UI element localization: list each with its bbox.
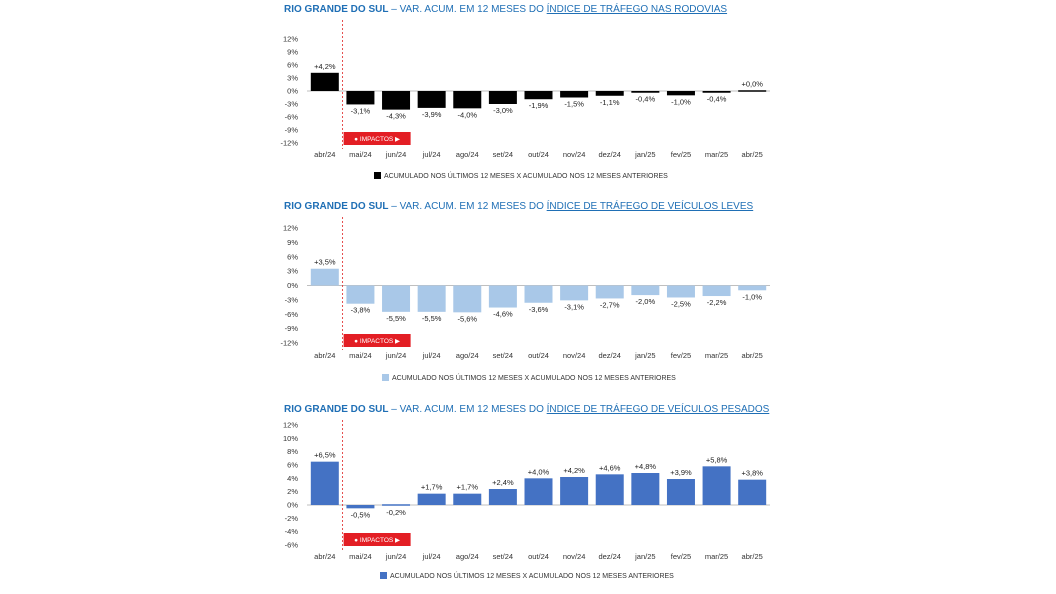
bar	[560, 477, 588, 505]
impacts-badge	[344, 533, 411, 546]
y-tick-label: -9%	[284, 125, 298, 135]
y-tick-label: -6%	[284, 112, 298, 122]
y-tick-label: -12%	[280, 138, 298, 148]
chart-title-link[interactable]: ÍNDICE DE TRÁFEGO NAS RODOVIAS	[546, 4, 728, 15]
y-tick-label: 0%	[287, 500, 298, 510]
bar	[382, 286, 410, 312]
data-label: -2,7%	[599, 300, 620, 310]
bar	[703, 466, 731, 505]
data-label: -5,5%	[421, 313, 442, 323]
x-tick-label: jul/24	[422, 552, 441, 561]
bar	[631, 286, 659, 296]
legend-series-label: ACUMULADO NOS ÚLTIMOS 12 MESES	[390, 573, 521, 580]
legend-separator: X	[524, 375, 530, 382]
legend-series-label: ACUMULADO NOS ÚLTIMOS 12 MESES	[384, 173, 515, 180]
chart-title-middle: – VAR. ACUM. EM 12 MESES DO	[388, 404, 547, 415]
y-tick-label: 9%	[287, 237, 298, 247]
y-tick-label: 3%	[287, 73, 298, 83]
bar	[667, 479, 695, 505]
chart-title-middle: – VAR. ACUM. EM 12 MESES DO	[388, 4, 547, 15]
data-label: +3,9%	[670, 468, 692, 477]
data-label: -3,0%	[493, 106, 513, 115]
x-tick-label: set/24	[492, 150, 514, 159]
chart-title-region: RIO GRANDE DO SUL	[284, 201, 389, 212]
data-label: -2,2%	[706, 298, 727, 308]
bar-chart-total	[280, 4, 780, 190]
data-label: -4,0%	[457, 110, 478, 120]
data-label: -1,0%	[742, 292, 762, 302]
data-label: +3,8%	[741, 468, 763, 478]
chart-legend	[382, 374, 676, 382]
x-tick-label: abr/24	[314, 552, 336, 561]
x-tick-label: set/24	[492, 552, 514, 561]
data-label: +4,2%	[314, 61, 336, 71]
legend-compare-label: ACUMULADO NOS 12 MESES ANTERIORES	[522, 173, 668, 180]
x-tick-label: jan/25	[635, 351, 656, 360]
y-tick-label: 6%	[287, 252, 298, 262]
data-label: -1,0%	[671, 97, 691, 107]
bar-chart-light-vehicles	[280, 201, 780, 387]
bar	[489, 489, 517, 505]
x-tick-label: jun/24	[385, 150, 407, 159]
impacts-badge-label: ● IMPACTOS ▶	[354, 537, 401, 544]
x-tick-label: mai/24	[349, 351, 372, 360]
chart-title-region: RIO GRANDE DO SUL	[284, 4, 389, 15]
data-label: -3,1%	[564, 302, 584, 312]
y-tick-label: -4%	[284, 527, 298, 537]
legend-compare-label: ACUMULADO NOS 12 MESES ANTERIORES	[530, 375, 676, 382]
y-tick-label: -3%	[284, 99, 298, 109]
data-label: -5,5%	[386, 313, 406, 323]
x-tick-label: mai/24	[349, 552, 372, 561]
bar	[311, 73, 339, 91]
bar	[382, 504, 410, 506]
data-label: +4,0%	[527, 467, 550, 477]
bar	[453, 494, 481, 505]
y-tick-label: -12%	[280, 338, 298, 348]
y-tick-label: 3%	[287, 266, 298, 276]
bar	[703, 91, 731, 93]
data-label: +1,7%	[420, 482, 443, 492]
x-tick-label: fev/25	[670, 552, 692, 561]
chart-title-link[interactable]: ÍNDICE DE TRÁFEGO DE VEÍCULOS PESADOS	[546, 404, 770, 415]
bar	[418, 286, 446, 312]
bar	[738, 286, 766, 291]
bar	[596, 91, 624, 96]
bar	[738, 90, 766, 92]
data-label: -3,6%	[528, 304, 549, 314]
x-tick-label: jul/24	[422, 150, 441, 159]
y-tick-label: 10%	[282, 433, 298, 443]
y-tick-label: 0%	[287, 281, 298, 290]
data-label: -2,5%	[671, 299, 691, 309]
bar	[382, 91, 410, 110]
y-tick-label: 6%	[287, 60, 298, 70]
bar	[560, 91, 588, 98]
x-tick-label: dez/24	[598, 552, 621, 561]
bar	[596, 286, 624, 299]
bar	[418, 494, 446, 505]
bar	[525, 478, 553, 505]
x-tick-label: abr/24	[314, 150, 336, 159]
x-tick-label: mar/25	[704, 552, 729, 561]
chart-legend	[374, 172, 668, 180]
x-tick-label: out/24	[528, 552, 549, 561]
chart-title-region: RIO GRANDE DO SUL	[284, 404, 389, 415]
bar	[453, 286, 481, 313]
data-label: +0,0%	[741, 79, 763, 89]
y-tick-label: 4%	[287, 473, 298, 483]
y-tick-label: -6%	[284, 540, 298, 550]
y-tick-label: 12%	[282, 34, 298, 44]
data-label: +4,8%	[634, 462, 657, 471]
data-label: -3,9%	[421, 109, 442, 119]
bar	[596, 474, 624, 505]
data-label: +4,2%	[563, 466, 585, 475]
x-tick-label: dez/24	[598, 150, 621, 159]
y-tick-label: 6%	[287, 460, 298, 470]
legend-compare-label: ACUMULADO NOS 12 MESES ANTERIORES	[528, 573, 674, 580]
data-label: -1,9%	[528, 101, 549, 111]
legend-series-label: ACUMULADO NOS ÚLTIMOS 12 MESES	[392, 375, 523, 382]
data-label: +2,4%	[492, 478, 514, 487]
impacts-badge	[344, 334, 411, 347]
x-tick-label: jan/25	[635, 552, 656, 561]
y-tick-label: 2%	[287, 487, 298, 497]
data-label: -0,4%	[706, 94, 727, 104]
x-tick-label: fev/25	[670, 351, 692, 360]
x-tick-label: mai/24	[349, 150, 372, 159]
data-label: -0,2%	[386, 507, 406, 517]
bar	[560, 286, 588, 301]
y-tick-label: 12%	[282, 420, 298, 430]
data-label: +5,8%	[705, 455, 728, 465]
data-label: +4,6%	[598, 463, 621, 473]
data-label: -4,6%	[493, 309, 513, 319]
x-tick-label: nov/24	[562, 552, 586, 561]
x-tick-label: jan/25	[635, 150, 656, 159]
x-tick-label: out/24	[528, 150, 549, 159]
bar	[631, 91, 659, 93]
x-tick-label: mar/25	[704, 351, 729, 360]
bar	[489, 286, 517, 308]
bar	[311, 269, 339, 286]
bar	[346, 286, 374, 304]
y-tick-label: -3%	[284, 295, 298, 305]
y-tick-label: 0%	[287, 86, 298, 96]
x-tick-label: abr/25	[741, 351, 763, 360]
bar	[489, 91, 517, 104]
data-label: +6,5%	[314, 450, 336, 460]
legend-separator: X	[516, 173, 522, 180]
x-tick-label: jun/24	[385, 351, 407, 360]
y-tick-label: 12%	[282, 223, 298, 233]
y-tick-label: 8%	[287, 447, 298, 457]
data-label: -1,1%	[599, 97, 620, 107]
bar	[418, 91, 446, 108]
y-tick-label: -6%	[284, 309, 298, 319]
x-tick-label: ago/24	[455, 351, 479, 360]
bar	[738, 480, 766, 505]
bar	[525, 286, 553, 303]
x-tick-label: jun/24	[385, 552, 407, 561]
data-label: -2,0%	[635, 297, 656, 307]
legend-swatch	[382, 374, 389, 381]
impacts-badge	[344, 132, 411, 145]
x-tick-label: out/24	[528, 351, 549, 360]
data-label: -3,1%	[350, 106, 371, 116]
impacts-badge-label: ● IMPACTOS ▶	[354, 338, 401, 345]
impacts-badge-label: ● IMPACTOS ▶	[354, 136, 401, 143]
legend-separator: X	[522, 573, 528, 580]
bar-chart-heavy-vehicles	[280, 404, 780, 590]
chart-panel-total	[280, 4, 780, 190]
legend-swatch	[374, 172, 381, 179]
bar	[346, 505, 374, 508]
data-label: -0,4%	[635, 94, 656, 104]
bar	[703, 286, 731, 297]
x-tick-label: jul/24	[422, 351, 441, 360]
data-label: -5,6%	[457, 314, 478, 324]
data-label: -0,5%	[350, 510, 371, 520]
y-tick-label: 9%	[287, 47, 298, 57]
chart-panel-heavy-vehicles	[280, 404, 780, 590]
chart-title-link[interactable]: ÍNDICE DE TRÁFEGO DE VEÍCULOS LEVES	[546, 201, 754, 212]
data-label: -1,5%	[564, 99, 584, 109]
bar	[667, 91, 695, 95]
x-tick-label: abr/25	[741, 552, 763, 561]
data-label: +3,5%	[314, 257, 336, 267]
chart-panel-light-vehicles	[280, 201, 780, 387]
x-tick-label: fev/25	[670, 150, 692, 159]
x-tick-label: nov/24	[562, 351, 586, 360]
bar	[453, 91, 481, 108]
y-tick-label: -9%	[284, 324, 298, 334]
x-tick-label: ago/24	[455, 150, 479, 159]
bar	[631, 473, 659, 505]
x-tick-label: abr/25	[741, 150, 763, 159]
bar	[311, 462, 339, 505]
x-tick-label: set/24	[492, 351, 514, 360]
bar	[667, 286, 695, 298]
legend-swatch	[380, 572, 387, 579]
data-label: -4,3%	[386, 111, 406, 121]
x-tick-label: ago/24	[455, 552, 479, 561]
x-tick-label: mar/25	[704, 150, 729, 159]
x-tick-label: abr/24	[314, 351, 336, 360]
x-tick-label: dez/24	[598, 351, 621, 360]
data-label: +1,7%	[456, 482, 479, 492]
chart-title-middle: – VAR. ACUM. EM 12 MESES DO	[388, 201, 547, 212]
bar	[346, 91, 374, 104]
data-label: -3,8%	[350, 305, 371, 315]
chart-legend	[380, 572, 674, 580]
bar	[525, 91, 553, 99]
y-tick-label: -2%	[284, 513, 298, 523]
x-tick-label: nov/24	[562, 150, 586, 159]
